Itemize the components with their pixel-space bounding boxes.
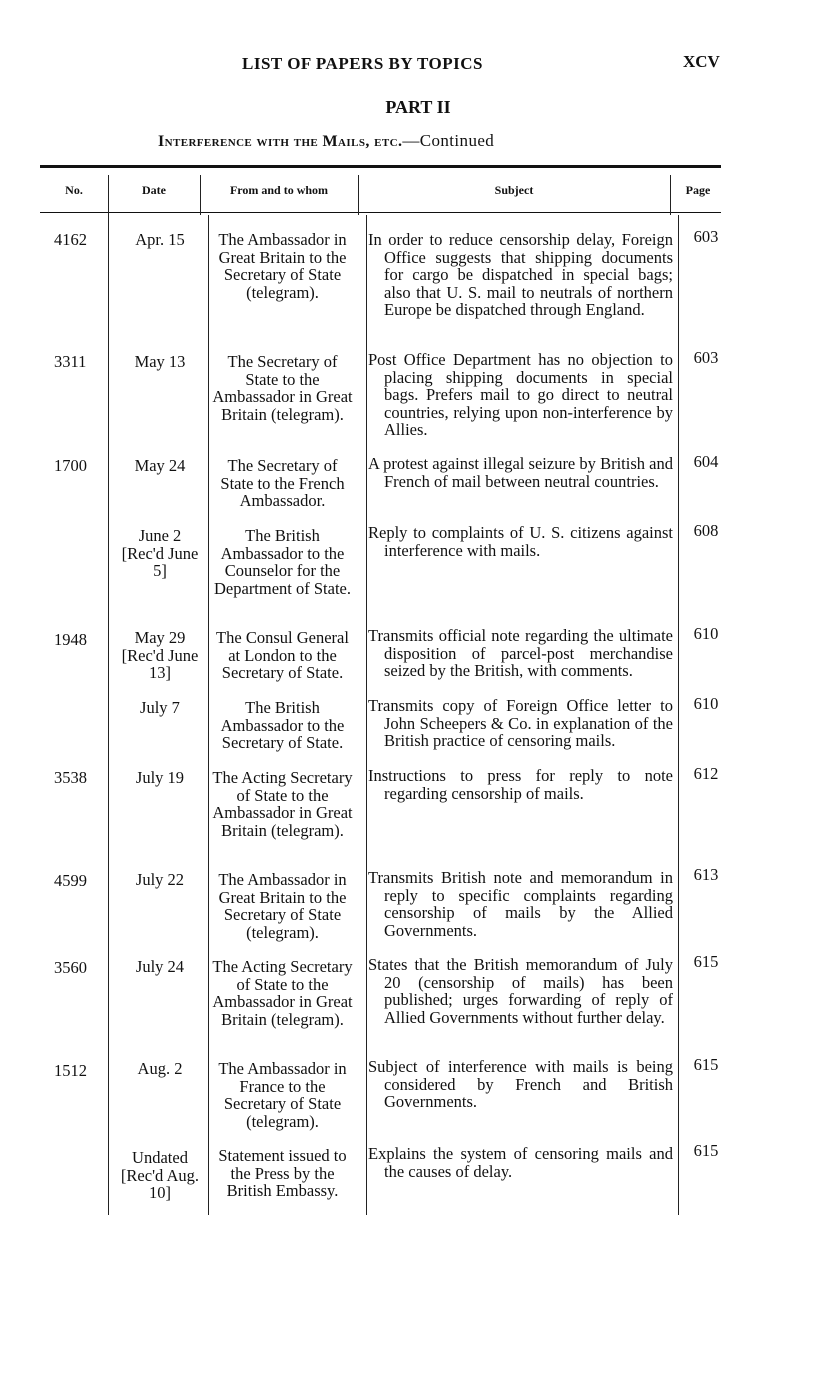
row-from: The Ambassador in France to the Secretary of State (telegram). xyxy=(218,1059,347,1131)
row-from: The Consul General at London to the Secretary of State. xyxy=(216,628,349,683)
row-from: The Ambassador in Great Britain to the Secretary of State (telegram). xyxy=(218,870,347,942)
row-date: May 13 xyxy=(134,352,186,371)
row-page: 612 xyxy=(693,764,719,783)
column-divider xyxy=(108,175,109,1215)
column-header-subject: Subject xyxy=(494,183,534,197)
row-date: Undated [Rec'd Aug. 10] xyxy=(120,1148,200,1203)
row-subject: Transmits British note and memorandum in reply to specific complaints regarding censorship of mails by the Allied Governments. xyxy=(368,868,673,940)
row-date: Aug. 2 xyxy=(137,1059,183,1078)
page-title: LIST OF PAPERS BY TOPICS xyxy=(242,54,483,73)
continued-label: Continued xyxy=(419,131,495,150)
table-header-rule xyxy=(40,212,721,213)
column-divider xyxy=(208,215,209,1215)
row-date: July 22 xyxy=(135,870,185,889)
row-subject: In order to reduce censorship delay, Foreign Office suggests that shipping documents for cargo be dispatched in special bags; also that U. S. mail to neutrals of northern Europe be dispatched through England. xyxy=(368,230,673,320)
column-divider xyxy=(366,215,367,1215)
row-from: The British Ambassador to the Secretary of State. xyxy=(220,698,345,753)
row-page: 608 xyxy=(693,521,719,540)
row-subject: Explains the system of censoring mails and the causes of delay. xyxy=(368,1144,673,1181)
row-number: 3560 xyxy=(54,958,87,977)
row-number: 1700 xyxy=(54,456,87,475)
row-subject: Transmits official note regarding the ultimate disposition of parcel-post merchandise seized by the British, with comments. xyxy=(368,626,673,681)
row-from: The British Ambassador to the Counselor for the Department of State. xyxy=(214,526,351,598)
row-from: Statement issued to the Press by the British Embassy. xyxy=(218,1146,347,1201)
row-page: 615 xyxy=(693,952,719,971)
row-page: 603 xyxy=(693,348,719,367)
row-page: 610 xyxy=(693,694,719,713)
page-numeral: XCV xyxy=(683,52,720,71)
column-header-date: Date xyxy=(142,183,166,197)
table-top-rule xyxy=(40,165,721,168)
row-from: The Acting Secretary of State to the Ambassador in Great Britain (telegram). xyxy=(212,768,353,840)
row-subject: Reply to complaints of U. S. citizens against interference with mails. xyxy=(368,523,673,560)
row-page: 604 xyxy=(693,452,719,471)
row-number: 3538 xyxy=(54,768,87,787)
row-from: The Acting Secretary of State to the Ambassador in Great Britain (telegram). xyxy=(212,957,353,1029)
row-date: May 29 [Rec'd June 13] xyxy=(121,628,199,683)
row-page: 615 xyxy=(693,1141,719,1160)
row-subject: Subject of interference with mails is being considered by French and British Governments. xyxy=(368,1057,673,1112)
row-page: 603 xyxy=(693,227,719,246)
row-date: Apr. 15 xyxy=(135,230,185,249)
row-subject: Post Office Department has no objection to placing shipping documents in special bags. Prefers mail to go direct to neutral countries, relying upon non-interference by Allies. xyxy=(368,350,673,440)
section-title: Interference with the Mails, etc. xyxy=(158,133,403,150)
row-number: 3311 xyxy=(54,352,87,371)
row-subject: A protest against illegal seizure by British and French of mail between neutral countries. xyxy=(368,454,673,491)
row-page: 610 xyxy=(693,624,719,643)
row-date: June 2 [Rec'd June 5] xyxy=(121,526,199,581)
section-heading xyxy=(158,131,494,151)
row-number: 1512 xyxy=(54,1061,87,1080)
row-number: 4162 xyxy=(54,230,87,249)
row-subject: States that the British memorandum of July 20 (censorship of mails) has been published; urges forwarding of reply of Allied Governments without further delay. xyxy=(368,955,673,1027)
row-subject: Instructions to press for reply to note regarding censorship of mails. xyxy=(368,766,673,803)
row-page: 615 xyxy=(693,1055,719,1074)
row-date: July 24 xyxy=(135,957,185,976)
row-date: July 19 xyxy=(135,768,185,787)
column-header-from: From and to whom xyxy=(229,183,329,197)
row-page: 613 xyxy=(693,865,719,884)
row-date: May 24 xyxy=(134,456,186,475)
column-header-no: No. xyxy=(65,183,83,197)
part-heading: PART II xyxy=(385,97,451,117)
row-number: 4599 xyxy=(54,871,87,890)
row-date: July 7 xyxy=(140,698,180,717)
row-subject: Transmits copy of Foreign Office letter to John Scheepers & Co. in explanation of the British practice of censoring mails. xyxy=(368,696,673,751)
section-dash: — xyxy=(402,131,420,150)
row-from: The Secretary of State to the French Ambassador. xyxy=(220,456,345,511)
row-from: The Ambassador in Great Britain to the Secretary of State (telegram). xyxy=(218,230,347,302)
row-from: The Secretary of State to the Ambassador in Great Britain (telegram). xyxy=(212,352,353,424)
row-number: 1948 xyxy=(54,630,87,649)
column-header-page: Page xyxy=(685,183,711,197)
